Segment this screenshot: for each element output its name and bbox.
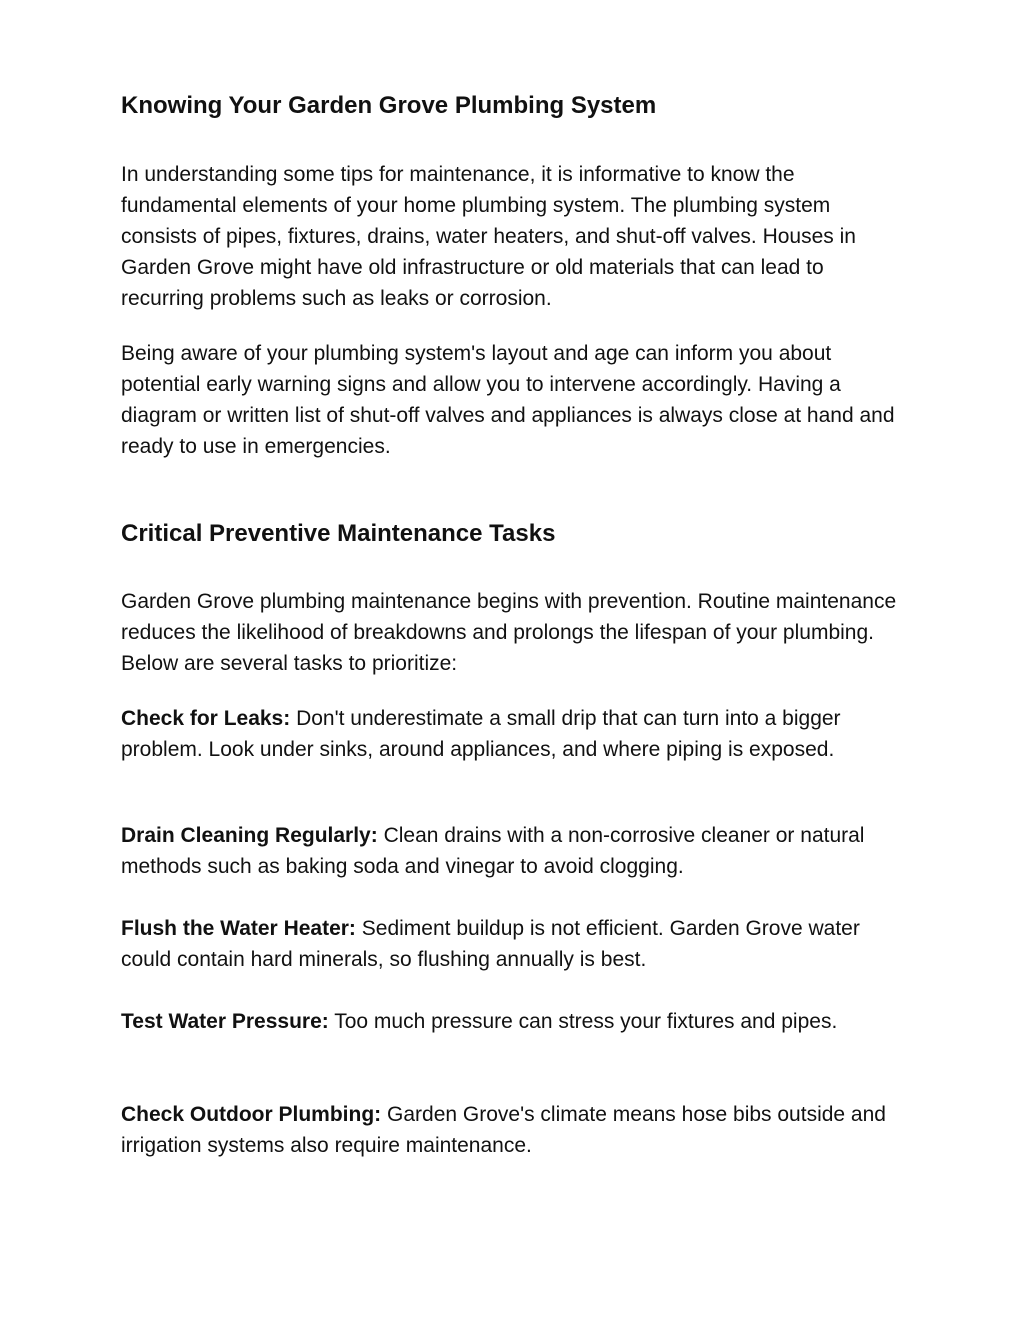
task-label: Flush the Water Heater: xyxy=(121,917,356,940)
section-heading-plumbing-system: Knowing Your Garden Grove Plumbing System xyxy=(121,92,657,119)
paragraph-plumbing-elements: In understanding some tips for maintenance, it is informative to know the fundamental elements of your home plumbing system. The plumbing system consists of pipes, fixtures, drains, water heaters, and shut-off valves. Houses in Garden Grove might have old infrastructure or old materials that can lead to recurring problems such as leaks or corrosion. xyxy=(121,163,856,310)
task-label: Check for Leaks: xyxy=(121,707,291,730)
task-text: Clean drains with a non-corrosive cleaner or natural methods such as baking soda and vinegar to avoid clogging. xyxy=(121,824,865,878)
paragraph-maintenance-intro: Garden Grove plumbing maintenance begins with prevention. Routine maintenance reduces the likelihood of breakdowns and prolongs the lifespan of your plumbing. Below are several tasks to prioritize: xyxy=(121,590,897,675)
section-heading-maintenance-tasks: Critical Preventive Maintenance Tasks xyxy=(121,520,556,547)
task-text: Too much pressure can stress your fixtures and pipes. xyxy=(334,1010,838,1033)
task-label: Drain Cleaning Regularly: xyxy=(121,824,378,847)
task-check-outdoor-plumbing xyxy=(121,1099,901,1161)
task-test-water-pressure xyxy=(121,1006,901,1037)
task-flush-water-heater xyxy=(121,913,901,975)
paragraph-plumbing-layout: Being aware of your plumbing system's layout and age can inform you about potential early warning signs and allow you to intervene accordingly. Having a diagram or written list of shut-off valves and appliances is always close at hand and ready to use in emergencies. xyxy=(121,342,895,458)
task-text: Don't underestimate a small drip that can turn into a bigger problem. Look under sinks, around appliances, and where piping is exposed. xyxy=(121,707,841,761)
task-check-for-leaks xyxy=(121,703,901,765)
task-text: Sediment buildup is not efficient. Garden Grove water could contain hard minerals, so flushing annually is best. xyxy=(121,917,860,971)
task-drain-cleaning xyxy=(121,820,901,882)
task-label: Check Outdoor Plumbing: xyxy=(121,1103,382,1126)
task-text: Garden Grove's climate means hose bibs outside and irrigation systems also require maintenance. xyxy=(121,1103,886,1157)
task-label: Test Water Pressure: xyxy=(121,1010,329,1033)
